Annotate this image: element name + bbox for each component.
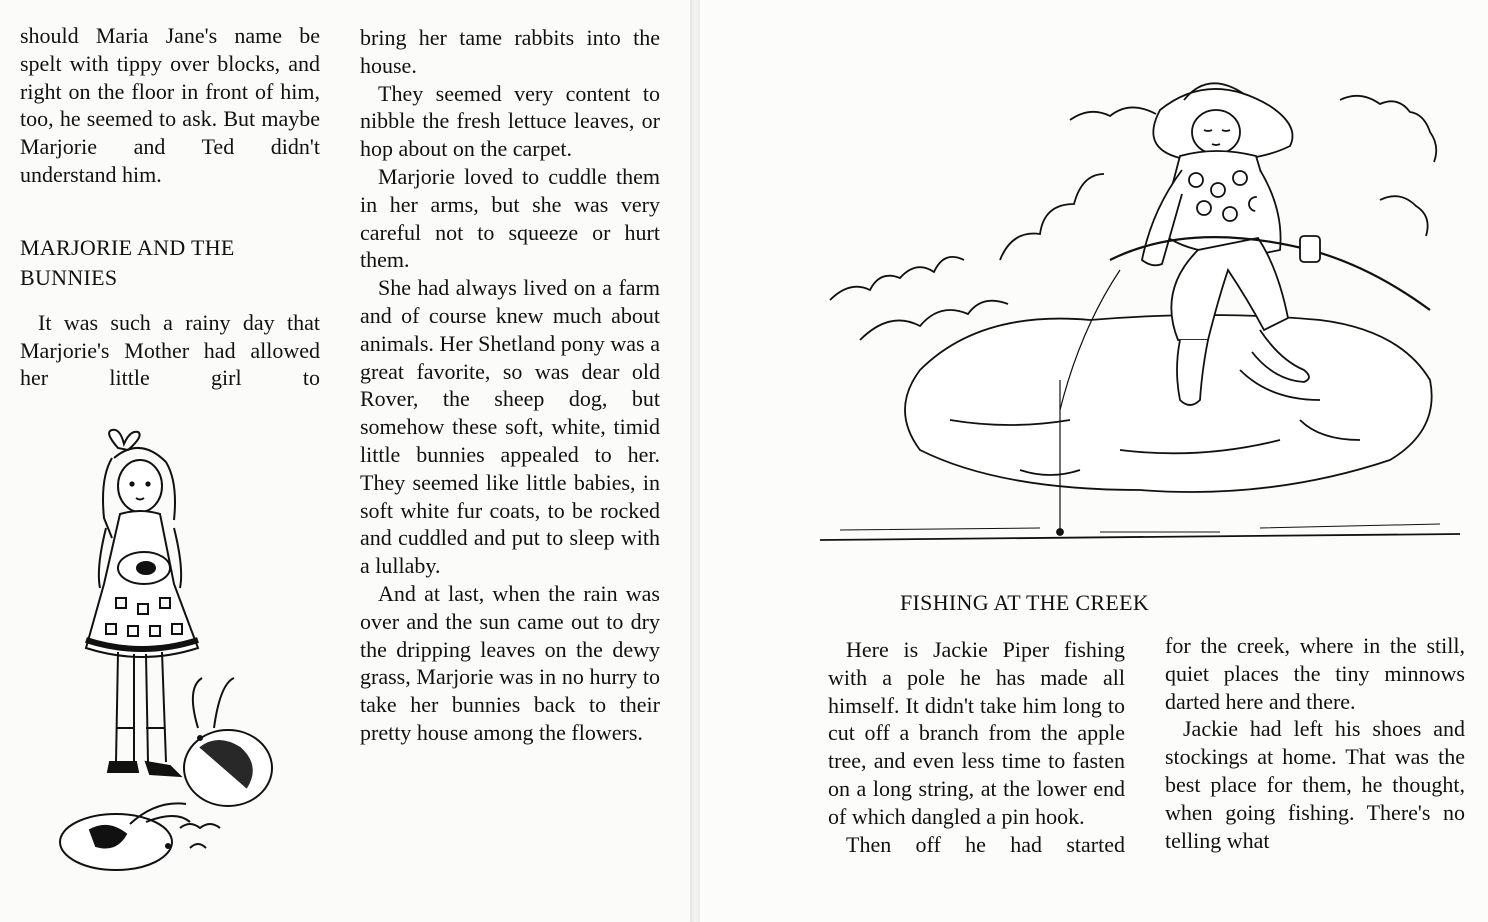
girl-with-bunnies-illustration [50,428,290,888]
section-title-line2: BUNNIES [20,264,118,290]
section-title-marjorie [20,233,320,293]
section-title-fishing [900,588,1392,618]
story-paragraph: Here is Jackie Piper fishing with a pole he has made all himself. It didn't take him long to cut off a branch from the apple tree, and even less time to fasten on a long string, at the lower end of which dangled a pin hook. [828,637,1125,829]
story-paragraph: bring her tame rabbits into the house. [360,25,660,78]
intro-paragraph: should Maria Jane's name be spelt with tippy over blocks, and right on the floor in front of him, too, he seemed to ask. But maybe Marjorie and Ted didn't understand him. [20,23,320,187]
story-paragraph: They seemed very content to nibble the fresh lettuce leaves, or hop about on the carpet. [360,80,660,162]
right-column-2 [1165,632,1465,854]
story-paragraph: for the creek, where in the still, quiet places the tiny minnows darted here and there. [1165,633,1465,714]
story-paragraph: Then off he had started [846,831,1125,857]
right-column-1 [828,636,1125,858]
left-column-1 [20,22,320,392]
book-gutter [690,0,700,922]
section-title-line1: MARJORIE AND THE [20,234,235,260]
story-paragraph: It was such a rainy day that Marjorie's Mother had allowed her little girl to [20,309,320,391]
story-paragraph: Jackie had left his shoes and stockings at home. That was the best place for them, he thought, when going fishing. There's no telling what [1165,716,1465,853]
left-column-2 [360,24,660,747]
story-paragraph: Marjorie loved to cuddle them in her arms, but she was very careful not to squeeze or hurt them. [360,163,660,273]
story-paragraph: And at last, when the rain was over and the sun came out to dry the dripping leaves on the dewy grass, Marjorie was in no hurry to take her bunnies back to their pretty house among the flowers. [360,580,660,745]
story-paragraph: She had always lived on a farm and of course knew much about animals. Her Shetland pony was a great favorite, so was dear old Rover, the sheep dog, but somehow these soft, white, timid little bunnies appealed to her. They seemed like little babies, in soft white fur coats, to be rocked and cuddled and put to sleep with a lullaby. [360,275,660,579]
boy-fishing-illustration [820,40,1470,560]
section-title: FISHING AT THE CREEK [900,590,1150,615]
